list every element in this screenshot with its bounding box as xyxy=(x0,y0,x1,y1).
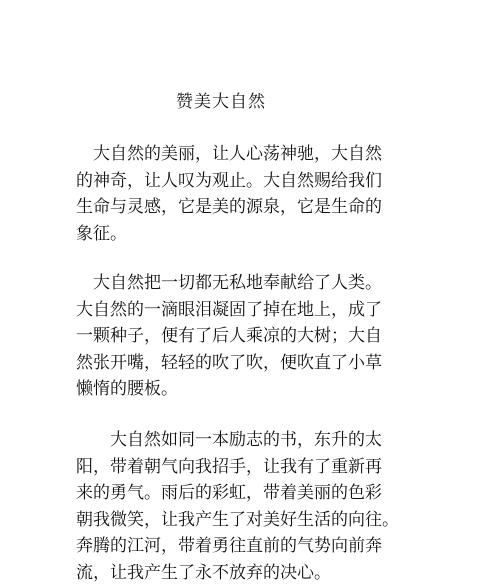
paragraph-line: 一颗种子，便有了后人乘凉的大树；大自 xyxy=(76,323,420,350)
paragraph-line: 象征。 xyxy=(76,221,420,248)
paragraph-line: 大自然的一滴眼泪凝固了掉在地上，成了 xyxy=(76,297,420,324)
paragraph-line: 然张开嘴，轻轻的吹了吹，便吹直了小草 xyxy=(76,350,420,377)
paragraph-3 xyxy=(76,427,420,586)
paragraph-line: 来的勇气。雨后的彩虹，带着美丽的色彩 xyxy=(76,480,420,507)
paragraph-line: 流，让我产生了永不放弃的决心。 xyxy=(76,560,420,586)
paragraph-line: 阳，带着朝气向我招手，让我有了重新再 xyxy=(76,454,420,481)
paragraph-line: 大自然的美丽，让人心荡神驰，大自然 xyxy=(76,141,420,168)
document-title: 赞美大自然 xyxy=(176,90,266,114)
paragraph-line: 大自然如同一本励志的书，东升的太 xyxy=(76,427,420,454)
paragraph-line: 奔腾的江河，带着勇往直前的气势向前奔 xyxy=(76,533,420,560)
paragraph-line: 朝我微笑，让我产生了对美好生活的向往。 xyxy=(76,507,420,534)
paragraph-2 xyxy=(76,270,420,403)
paragraph-1 xyxy=(76,141,420,247)
paragraph-line: 生命与灵感，它是美的源泉，它是生命的 xyxy=(76,194,420,221)
paragraph-line: 懒惰的腰板。 xyxy=(76,376,420,403)
paragraph-line: 的神奇，让人叹为观止。大自然赐给我们 xyxy=(76,168,420,195)
paragraph-line: 大自然把一切都无私地奉献给了人类。 xyxy=(76,270,420,297)
